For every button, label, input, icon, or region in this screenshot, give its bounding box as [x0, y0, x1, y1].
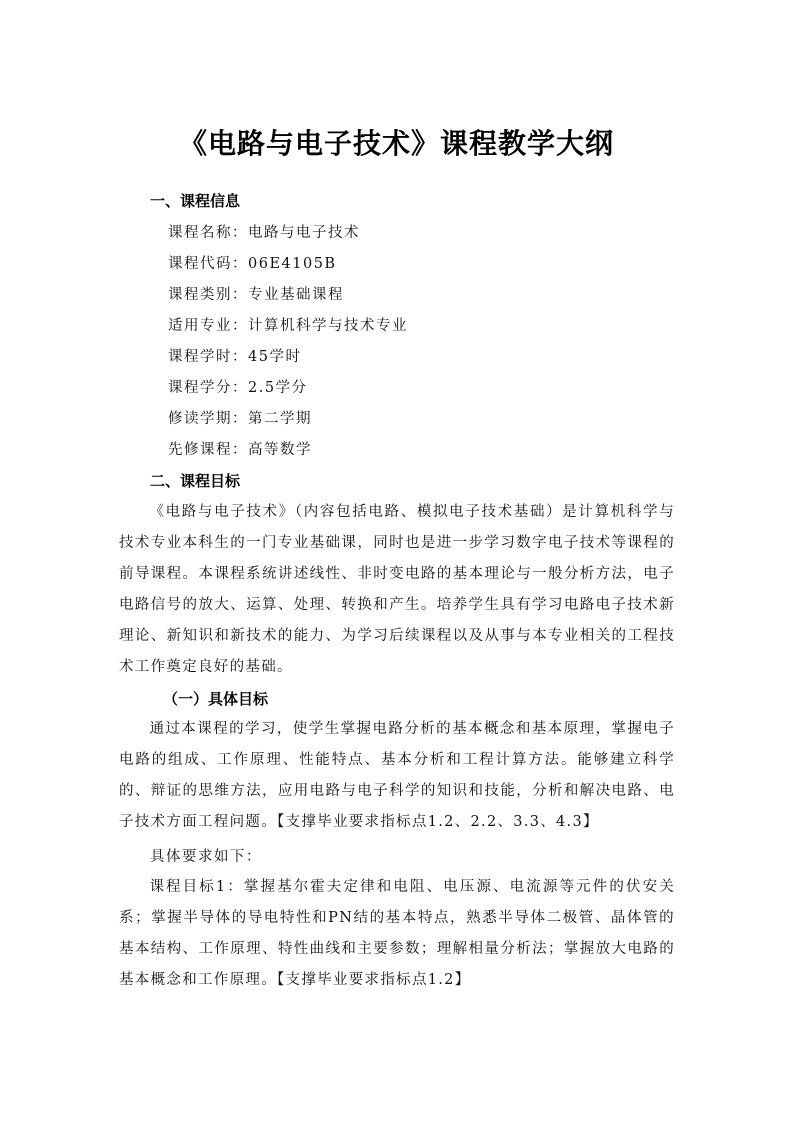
info-credits: [168, 378, 308, 398]
info-major: [168, 316, 408, 336]
info-label: 课程名称：: [168, 225, 248, 241]
info-value: 第二学期: [248, 411, 312, 427]
subsection-heading-specific-objectives: （一）具体目标: [163, 690, 269, 708]
info-label: 课程类别：: [168, 287, 248, 303]
info-label: 课程学时：: [168, 349, 248, 365]
info-label: 课程代码：: [168, 256, 248, 272]
requirements-intro: 具体要求如下：: [150, 849, 262, 865]
specific-objectives-paragraph: 通过本课程的学习，使学生掌握电路分析的基本概念和基本原理，掌握电子电路的组成、工作原理、性能特点、基本分析和工程计算方法。能够建立科学的、辩证的思维方法，应用电路与电子科学的知识和技能，分析和解决电路、电子技术方面工程问题。【支撑毕业要求指标点1.2、2.2、3.3、4.3】: [119, 721, 675, 830]
section-heading-course-info: 一、课程信息: [150, 192, 241, 210]
info-value: 电路与电子技术: [248, 225, 360, 241]
info-semester: [168, 409, 312, 429]
info-value: 计算机科学与技术专业: [248, 318, 408, 334]
info-course-code: [168, 254, 337, 274]
info-course-category: [168, 285, 344, 305]
info-prerequisite: [168, 440, 312, 460]
document-title: 《电路与电子技术》课程教学大纲: [178, 127, 614, 160]
info-label: 修读学期：: [168, 411, 248, 427]
section-heading-course-objectives: 二、课程目标: [150, 472, 241, 490]
info-value: 专业基础课程: [248, 287, 344, 303]
info-course-name: [168, 223, 360, 243]
objectives-intro-paragraph: 《电路与电子技术》（内容包括电路、模拟电子技术基础）是计算机科学与技术专业本科生的一门专业基础课，同时也是进一步学习数字电子技术等课程的前导课程。本课程系统讲述线性、非时变电路的基本理论与一般分析方法，电子电路信号的放大、运算、处理、转换和产生。培养学生具有学习电路电子技术新理论、新知识和新技术的能力、为学习后续课程以及从事与本专业相关的工程技术工作奠定良好的基础。: [119, 504, 675, 675]
info-label: 适用专业：: [168, 318, 248, 334]
info-label: 先修课程：: [168, 442, 248, 458]
info-label: 课程学分：: [168, 380, 248, 396]
info-value: 45学时: [248, 349, 302, 365]
course-objective-1: 课程目标1：掌握基尔霍夫定律和电阻、电压源、电流源等元件的伏安关系；掌握半导体的导电特性和PN结的基本特点，熟悉半导体二极管、晶体管的基本结构、工作原理、特性曲线和主要参数；理解相量分析法；掌握放大电路的基本概念和工作原理。【支撑毕业要求指标点1.2】: [119, 879, 675, 988]
info-hours: [168, 347, 301, 367]
info-value: 高等数学: [248, 442, 312, 458]
info-value: 2.5学分: [248, 380, 308, 396]
info-value: 06E4105B: [248, 256, 337, 272]
